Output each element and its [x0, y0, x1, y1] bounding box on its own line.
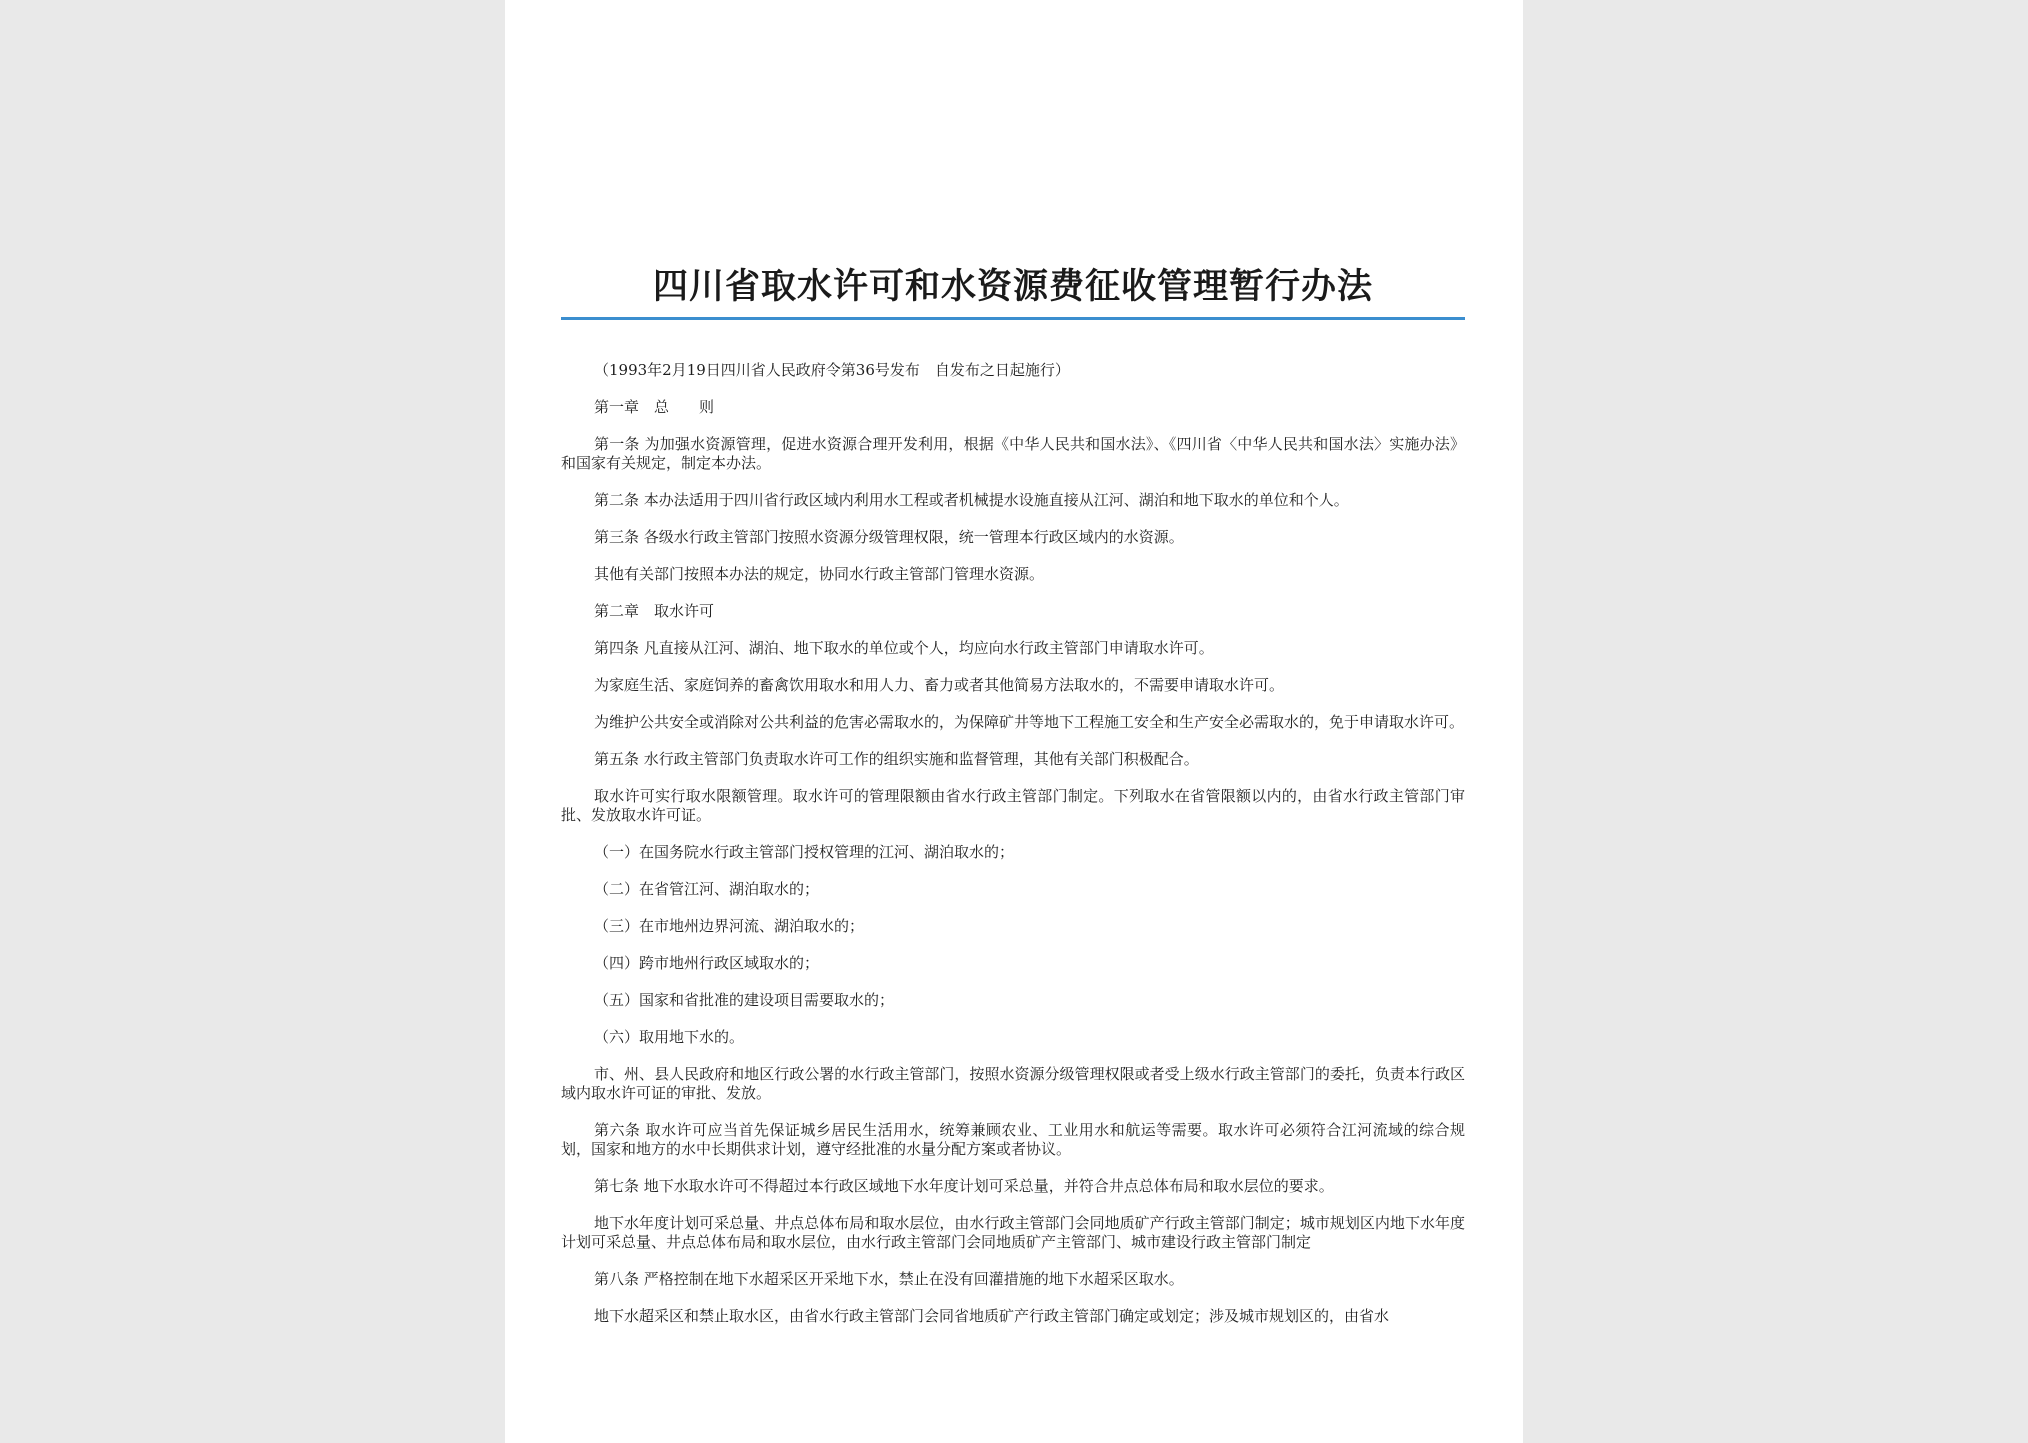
- document-title: 四川省取水许可和水资源费征收管理暂行办法: [652, 267, 1373, 307]
- article-paragraph: 第七条 地下水取水许可不得超过本行政区域地下水年度计划可采总量，并符合井点总体布局和取水层位的要求。: [594, 1177, 1334, 1195]
- list-item: （六）取用地下水的。: [594, 1028, 745, 1046]
- list-item: （五）国家和省批准的建设项目需要取水的；: [594, 991, 895, 1009]
- article-paragraph: 地下水超采区和禁止取水区，由省水行政主管部门会同省地质矿产行政主管部门确定或划定；涉及城市规划区的，由省水: [594, 1307, 1390, 1325]
- article-paragraph: 第八条 严格控制在地下水超采区开采地下水，禁止在没有回灌措施的地下水超采区取水。: [594, 1270, 1184, 1288]
- article-paragraph: 市、州、县人民政府和地区行政公署的水行政主管部门，按照水资源分级管理权限或者受上级水行政主管部门的委托，负责本行政区域内取水许可证的审批、发放。: [561, 1065, 1465, 1102]
- chapter-heading: 第一章 总 则: [594, 398, 715, 416]
- article-paragraph: 第一条 为加强水资源管理，促进水资源合理开发利用，根据《中华人民共和国水法》、《四川省〈中华人民共和国水法〉实施办法》和国家有关规定，制定本办法。: [561, 435, 1465, 472]
- title-underline: [561, 317, 1465, 320]
- article-paragraph: 地下水年度计划可采总量、井点总体布局和取水层位，由水行政主管部门会同地质矿产行政主管部门制定；城市规划区内地下水年度计划可采总量、井点总体布局和取水层位，由水行政主管部门会同地质矿产主管部门、城市建设行政主管部门制定: [561, 1214, 1465, 1251]
- chapter-heading: 第二章 取水许可: [594, 602, 715, 620]
- publication-note: （1993年2月19日四川省人民政府令第36号发布 自发布之日起施行）: [594, 361, 1070, 379]
- list-item: （二）在省管江河、湖泊取水的；: [594, 880, 820, 898]
- article-paragraph: 第六条 取水许可应当首先保证城乡居民生活用水，统筹兼顾农业、工业用水和航运等需要。取水许可必须符合江河流域的综合规划，国家和地方的水中长期供求计划，遵守经批准的水量分配方案或者协议。: [561, 1121, 1465, 1158]
- article-paragraph: 为家庭生活、家庭饲养的畜禽饮用取水和用人力、畜力或者其他简易方法取水的，不需要申请取水许可。: [594, 676, 1285, 694]
- article-paragraph: 第五条 水行政主管部门负责取水许可工作的组织实施和监督管理，其他有关部门积极配合。: [594, 750, 1199, 768]
- document-page: [505, 0, 1523, 1443]
- list-item: （一）在国务院水行政主管部门授权管理的江河、湖泊取水的；: [594, 843, 1015, 861]
- article-paragraph: 第四条 凡直接从江河、湖泊、地下取水的单位或个人，均应向水行政主管部门申请取水许可。: [594, 639, 1214, 657]
- list-item: （四）跨市地州行政区域取水的；: [594, 954, 820, 972]
- article-paragraph: 第二条 本办法适用于四川省行政区域内利用水工程或者机械提水设施直接从江河、湖泊和地下取水的单位和个人。: [594, 491, 1349, 509]
- list-item: （三）在市地州边界河流、湖泊取水的；: [594, 917, 865, 935]
- article-paragraph: 为维护公共安全或消除对公共利益的危害必需取水的，为保障矿井等地下工程施工安全和生产安全必需取水的，免于申请取水许可。: [594, 713, 1465, 731]
- article-paragraph: 取水许可实行取水限额管理。取水许可的管理限额由省水行政主管部门制定。下列取水在省管限额以内的，由省水行政主管部门审批、发放取水许可证。: [561, 787, 1465, 824]
- article-paragraph: 第三条 各级水行政主管部门按照水资源分级管理权限，统一管理本行政区域内的水资源。: [594, 528, 1184, 546]
- article-paragraph: 其他有关部门按照本办法的规定，协同水行政主管部门管理水资源。: [594, 565, 1045, 583]
- document-body: [561, 361, 1465, 1344]
